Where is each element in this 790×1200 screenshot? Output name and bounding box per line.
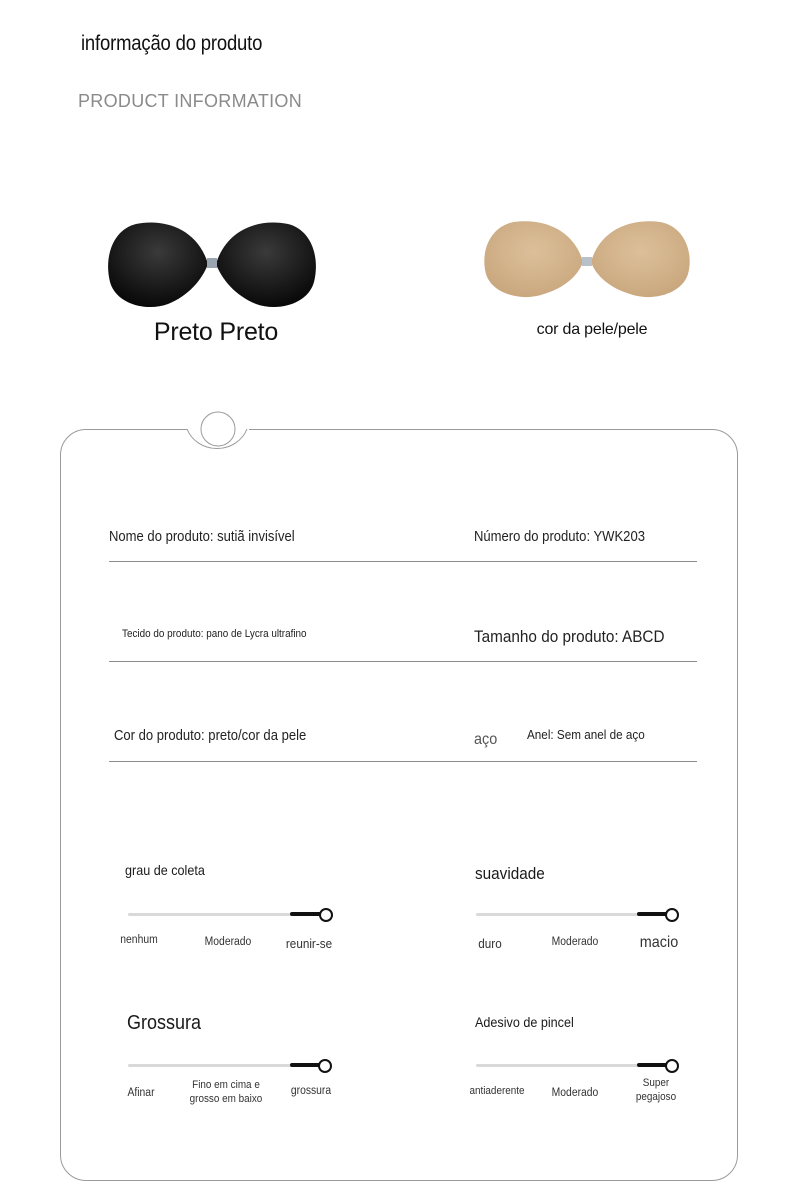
slider-label: grossura [290, 1085, 332, 1097]
slider-knob [665, 1059, 679, 1073]
slider-label: Super pegajoso [635, 1077, 677, 1103]
slider-title: suavidade [475, 864, 545, 883]
slider-label: Fino em cima e grosso em baixo [189, 1079, 263, 1105]
slider-label: macio [639, 934, 679, 951]
product-size: Tamanho do produto: ABCD [474, 627, 665, 646]
slider-label: Moderado [551, 936, 599, 948]
product-number: Número do produto: YWK203 [474, 529, 645, 545]
slider-label: antiaderente [469, 1085, 525, 1097]
slider-knob [665, 908, 679, 922]
slider-knob [319, 908, 333, 922]
slider-knob [318, 1059, 332, 1073]
slider-fill [290, 912, 322, 916]
slider-label: Afinar [127, 1087, 155, 1099]
slider-title: Grossura [127, 1012, 202, 1034]
ring-prefix: aço [474, 731, 498, 748]
color-option-label: Preto Preto [153, 318, 279, 346]
slider-label: reunir-se [285, 936, 333, 951]
slider-title: Adesivo de pincel [475, 1014, 574, 1030]
divider [109, 561, 697, 562]
divider [109, 761, 697, 762]
product-name: Nome do produto: sutiã invisível [109, 529, 295, 545]
slider-label: nenhum [120, 934, 158, 946]
slider-label: Moderado [204, 936, 252, 948]
black-bra-image [106, 218, 318, 317]
color-option-label: cor da pele/pele [536, 321, 648, 338]
nude-bra-image [482, 218, 692, 307]
slider-label: Moderado [551, 1087, 599, 1099]
card-notch [185, 405, 255, 465]
divider [109, 661, 697, 662]
page-subtitle: PRODUCT INFORMATION [78, 91, 303, 111]
slider-label: duro [478, 936, 502, 951]
slider-title: grau de coleta [125, 862, 205, 878]
product-color: Cor do produto: preto/cor da pele [114, 728, 307, 744]
page-title: informação do produto [81, 32, 263, 55]
product-ring: Anel: Sem anel de aço [527, 727, 645, 742]
product-fabric: Tecido do produto: pano de Lycra ultrafino [122, 628, 307, 640]
